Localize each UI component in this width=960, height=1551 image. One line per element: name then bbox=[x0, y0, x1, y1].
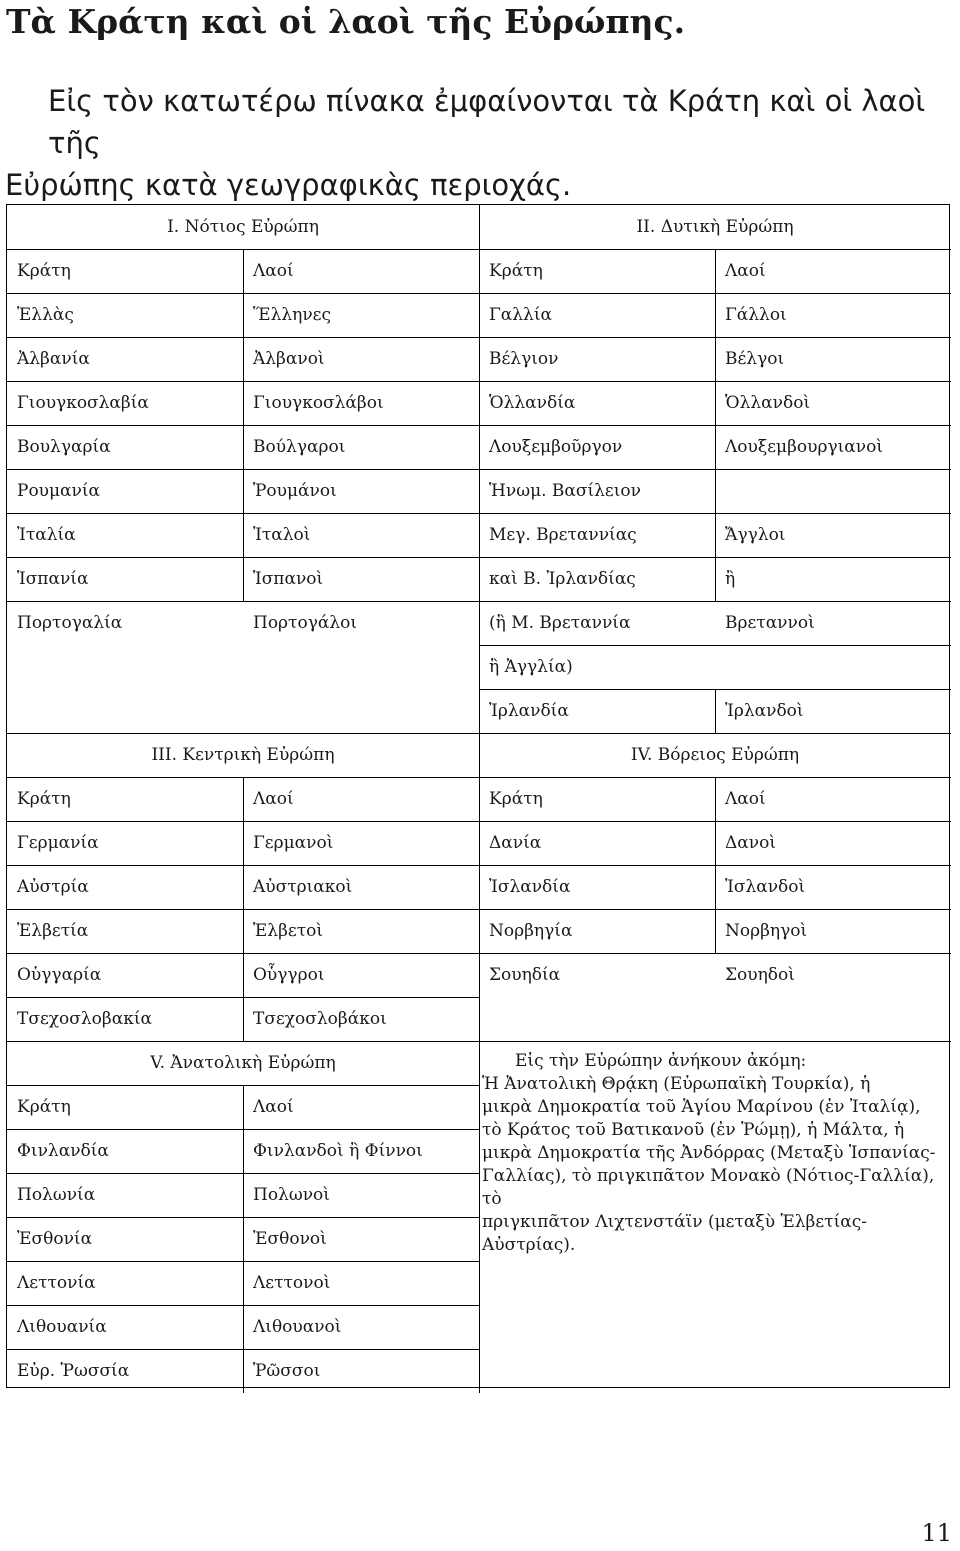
people-name: Ἰταλοὶ bbox=[253, 525, 311, 545]
state-name: Ρουμανία bbox=[17, 481, 101, 501]
note-heading: Εἰς τὴν Εὐρώπην ἀνήκουν ἀκόμη: bbox=[515, 1051, 807, 1071]
column-header-states: Κράτη bbox=[17, 261, 71, 281]
people-name: Νορβηγοὶ bbox=[725, 921, 808, 941]
column-header-states: Κράτη bbox=[489, 261, 543, 281]
column-header-peoples: Λαοί bbox=[725, 261, 766, 281]
state-name: (ἢ Μ. Βρεταννία bbox=[489, 613, 631, 633]
grid-vline bbox=[715, 689, 716, 733]
column-header-peoples: Λαοί bbox=[725, 789, 766, 809]
note-line: Γαλλίας), τὸ πριγκιπᾶτον Μονακὸ (Νότιος-Γαλλία), τὸ bbox=[482, 1166, 935, 1209]
people-name: Βούλγαροι bbox=[253, 437, 346, 457]
grid-vline bbox=[243, 249, 244, 601]
grid-vline bbox=[479, 205, 480, 1041]
state-name: Ἰρλανδία bbox=[489, 701, 569, 721]
section-heading-north: IV. Βόρειος Εὐρώπη bbox=[630, 745, 800, 765]
state-name: Μεγ. Βρεταννίας bbox=[489, 525, 637, 545]
additional-states-note bbox=[482, 1050, 944, 1257]
section-heading-south: I. Νότιος Εὐρώπη bbox=[167, 217, 319, 237]
people-name: Ἕλληνες bbox=[253, 305, 331, 325]
state-name: Πορτογαλία bbox=[17, 613, 123, 633]
people-name: Βέλγοι bbox=[725, 349, 785, 369]
state-name: Βουλγαρία bbox=[17, 437, 111, 457]
people-name: Ἑλβετοὶ bbox=[253, 921, 324, 941]
state-name: Δανία bbox=[489, 833, 542, 853]
note-line: Ἡ Ἀνατολικὴ Θρᾴκη (Εὐρωπαϊκὴ Τουρκία), ἡ bbox=[482, 1074, 871, 1094]
people-name: Ὁλλανδοὶ bbox=[725, 393, 811, 413]
people-name: Ἰσλανδοὶ bbox=[725, 877, 806, 897]
people-name: Πολωνοὶ bbox=[253, 1185, 330, 1205]
state-name: Γερμανία bbox=[17, 833, 99, 853]
column-header-states: Κράτη bbox=[17, 789, 71, 809]
people-name: Λιθουανοὶ bbox=[253, 1317, 342, 1337]
people-name: Σουηδοὶ bbox=[725, 965, 795, 985]
state-name: Ἱσπανία bbox=[17, 569, 89, 589]
state-name: Σουηδία bbox=[489, 965, 561, 985]
section-heading-east: V. Ἀνατολικὴ Εὐρώπη bbox=[150, 1053, 336, 1073]
section-heading-central: III. Κεντρικὴ Εὐρώπη bbox=[151, 745, 335, 765]
intro-paragraph bbox=[5, 80, 960, 206]
grid-vline bbox=[715, 249, 716, 601]
people-name: Γερμανοὶ bbox=[253, 833, 334, 853]
column-header-peoples: Λαοί bbox=[253, 789, 294, 809]
grid-vline bbox=[715, 777, 716, 953]
state-name: καὶ Β. Ἰρλανδίας bbox=[489, 569, 636, 589]
state-name: Ὁλλανδία bbox=[489, 393, 576, 413]
state-name: Πολωνία bbox=[17, 1185, 96, 1205]
people-name: ἢ bbox=[725, 569, 736, 589]
column-header-peoples: Λαοί bbox=[253, 1097, 294, 1117]
intro-line-2: Εὐρώπης κατὰ γεωγραφικὰς περιοχάς. bbox=[5, 168, 572, 202]
people-name: Ἄγγλοι bbox=[725, 525, 786, 545]
people-name: Ἐσθονοὶ bbox=[253, 1229, 327, 1249]
state-name: Ἰταλία bbox=[17, 525, 76, 545]
people-name: Αὐστριακοὶ bbox=[253, 877, 353, 897]
state-name: Ἡνωμ. Βασίλειον bbox=[489, 481, 641, 501]
note-line: μικρὰ Δημοκρατία τῆς Ἀνδόρρας (Μεταξὺ Ἱσπανίας- bbox=[482, 1143, 936, 1163]
intro-line-1: Εἰς τὸν κατωτέρω πίνακα ἐμφαίνονται τὰ Κράτη καὶ οἱ λαοὶ τῆς bbox=[48, 84, 926, 160]
state-name: Ἐσθονία bbox=[17, 1229, 93, 1249]
state-name: Αὐστρία bbox=[17, 877, 89, 897]
state-name: Νορβηγία bbox=[489, 921, 573, 941]
state-name: Γιουγκοσλαβία bbox=[17, 393, 149, 413]
people-name: Λεττονοὶ bbox=[253, 1273, 331, 1293]
state-name: Γαλλία bbox=[489, 305, 552, 325]
state-name: Ἑλλὰς bbox=[17, 305, 74, 325]
grid-vline bbox=[243, 1085, 244, 1393]
state-name: Ἰσλανδία bbox=[489, 877, 571, 897]
state-name: Λιθουανία bbox=[17, 1317, 107, 1337]
people-name: Βρεταννοὶ bbox=[725, 613, 815, 633]
people-name: Πορτογάλοι bbox=[253, 613, 358, 633]
page-title: Τὰ Κράτη καὶ οἱ λαοὶ τῆς Εὐρώπης. bbox=[6, 2, 686, 41]
state-name: Φινλανδία bbox=[17, 1141, 109, 1161]
state-name: Τσεχοσλοβακία bbox=[17, 1009, 152, 1029]
page-number: 11 bbox=[921, 1519, 952, 1547]
column-header-peoples: Λαοί bbox=[253, 261, 294, 281]
state-name: Ἀλβανία bbox=[17, 349, 90, 369]
state-name: Οὑγγαρία bbox=[17, 965, 102, 985]
people-name: Ἱσπανοὶ bbox=[253, 569, 324, 589]
state-name: Λουξεμβοῦργον bbox=[489, 437, 623, 457]
people-name: Ἀλβανοὶ bbox=[253, 349, 325, 369]
state-name: Ἑλβετία bbox=[17, 921, 89, 941]
section-heading-west: II. Δυτικὴ Εὐρώπη bbox=[636, 217, 794, 237]
state-name: Εὐρ. Ῥωσσία bbox=[17, 1361, 130, 1381]
grid-vline bbox=[479, 1041, 480, 1393]
people-name: Ῥουμάνοι bbox=[253, 481, 337, 501]
people-name: Ῥῶσσοι bbox=[253, 1361, 321, 1381]
state-name: Λεττονία bbox=[17, 1273, 96, 1293]
people-name: Τσεχοσλοβάκοι bbox=[253, 1009, 387, 1029]
state-name: Βέλγιον bbox=[489, 349, 559, 369]
people-name: Γιουγκοσλάβοι bbox=[253, 393, 384, 413]
note-line: πριγκιπᾶτον Λιχτενστάϊν (μεταξὺ Ἑλβετίας-Αὐστρίας). bbox=[482, 1212, 867, 1255]
people-name: Φινλανδοὶ ἢ Φίννοι bbox=[253, 1141, 423, 1161]
note-line: μικρὰ Δημοκρατία τοῦ Ἁγίου Μαρίνου (ἐν Ἰταλίᾳ), bbox=[482, 1097, 921, 1117]
people-name: Ἰρλανδοὶ bbox=[725, 701, 804, 721]
people-name: Οὗγγροι bbox=[253, 965, 325, 985]
column-header-states: Κράτη bbox=[489, 789, 543, 809]
people-name: Δανοὶ bbox=[725, 833, 776, 853]
people-name: Λουξεμβουργιανοὶ bbox=[725, 437, 883, 457]
note-line: τὸ Κράτος τοῦ Βατικανοῦ (ἐν Ῥώμῃ), ἡ Μάλτα, ἡ bbox=[482, 1120, 905, 1140]
state-name: ἢ Ἀγγλία) bbox=[489, 657, 573, 677]
people-name: Γάλλοι bbox=[725, 305, 787, 325]
column-header-states: Κράτη bbox=[17, 1097, 71, 1117]
grid-vline bbox=[243, 777, 244, 1041]
